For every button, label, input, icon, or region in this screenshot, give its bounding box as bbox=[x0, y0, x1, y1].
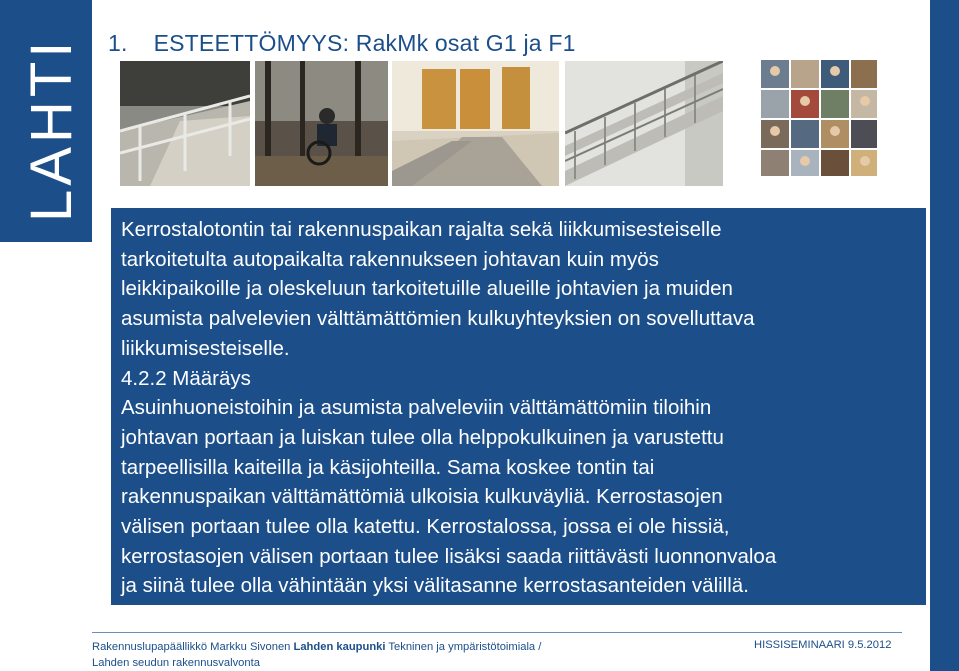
footer-author: Rakennuslupapäällikkö Markku Sivonen bbox=[92, 641, 291, 653]
ramp-railing-photo bbox=[120, 61, 250, 186]
footer-unit: Lahden seudun rakennusvalvonta bbox=[92, 657, 260, 669]
right-accent-stripe bbox=[930, 0, 959, 671]
footer-credits bbox=[92, 639, 541, 671]
footer-org: Lahden kaupunki bbox=[293, 641, 386, 653]
slide-title-text: ESTEETTÖMYYS: RakMk osat G1 ja F1 bbox=[153, 30, 576, 56]
body-line: kerrostasojen välisen portaan tulee lisäksi saada riittävästi luonnonvaloa bbox=[121, 544, 777, 568]
body-line: liikkumisesteiselle. bbox=[121, 336, 290, 360]
footer-dept: Tekninen ja ympäristötoimiala / bbox=[388, 641, 542, 653]
svg-text:LAHTI: LAHTI bbox=[19, 37, 84, 222]
body-text bbox=[121, 215, 926, 601]
body-line: rakennuspaikan välttämättömiä ulkoisia kulkuväyliä. Kerrostasojen bbox=[121, 485, 723, 509]
footer-event: HISSISEMINAARI 9.5.2012 bbox=[754, 639, 892, 651]
slide-number: 1. bbox=[108, 30, 128, 56]
body-line: asumista palvelevien välttämättömien kulkuyhteyksien on sovelluttava bbox=[121, 307, 755, 331]
people-collage-photo bbox=[761, 60, 877, 176]
body-line: leikkipaikoille ja oleskeluun tarkoitetuille alueille johtavien ja muiden bbox=[121, 277, 733, 301]
body-line: johtavan portaan ja luiskan tulee olla helppokulkuinen ja varustettu bbox=[121, 425, 724, 449]
footer-divider bbox=[92, 632, 902, 633]
corridor-doors-photo bbox=[392, 61, 559, 186]
wheelchair-lobby-photo bbox=[255, 61, 388, 186]
body-line: Kerrostalotontin tai rakennuspaikan rajalta sekä liikkumisesteiselle bbox=[121, 218, 722, 241]
body-line: Asuinhuoneistoihin ja asumista palveleviin välttämättömiin tiloihin bbox=[121, 396, 712, 420]
lahti-logo bbox=[0, 0, 92, 242]
body-line: ja siinä tulee olla vähintään yksi välitasanne kerrostasanteiden välillä. bbox=[121, 574, 749, 598]
body-line: tarpeellisilla kaiteilla ja käsijohteilla. Sama koskee tontin tai bbox=[121, 455, 655, 479]
body-line: tarkoitetulta autopaikalta rakennukseen johtavan kuin myös bbox=[121, 247, 659, 271]
staircase-railing-photo bbox=[565, 61, 723, 186]
section-heading: 4.2.2 Määräys bbox=[121, 366, 251, 390]
slide-title bbox=[108, 30, 576, 57]
body-line: välisen portaan tulee olla katettu. Kerrostalossa, jossa ei ole hissiä, bbox=[121, 515, 730, 539]
